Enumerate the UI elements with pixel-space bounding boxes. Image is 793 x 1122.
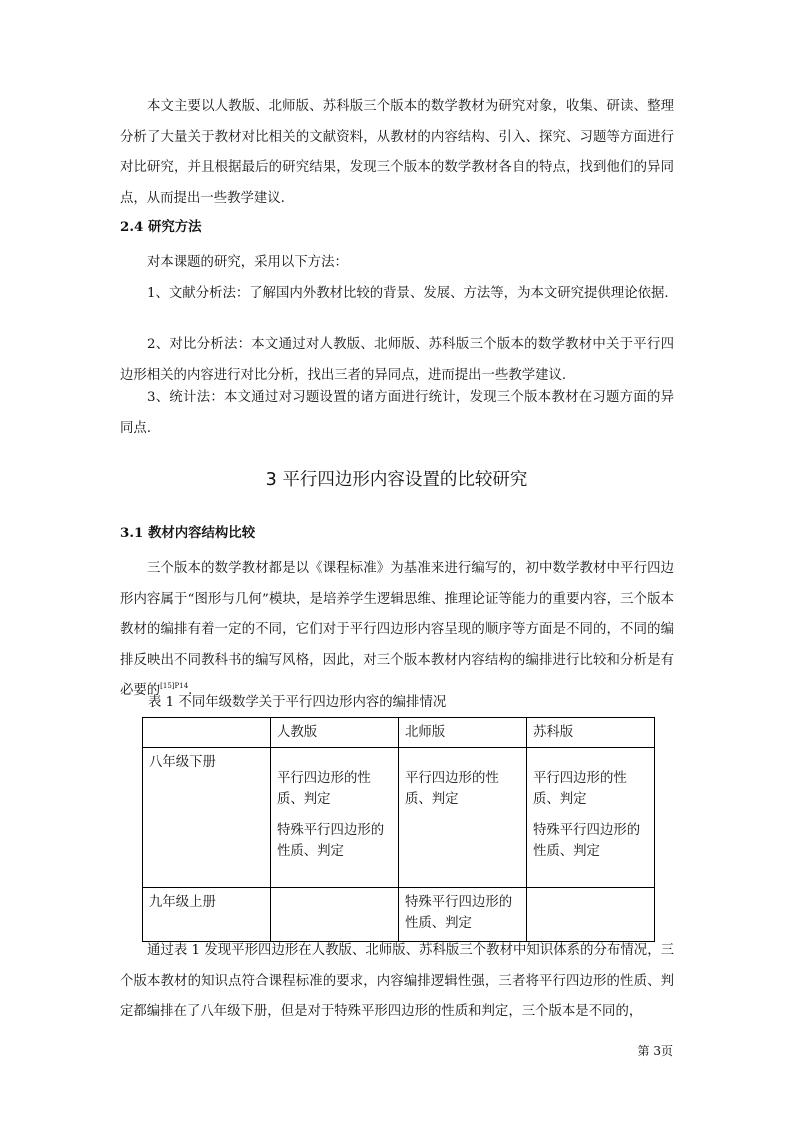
table-cell (271, 748, 399, 888)
table-cell (527, 748, 655, 888)
cell-text: 平行四边形的性质、判定 (533, 771, 627, 807)
table-header-renjiao: 人教版 (271, 718, 399, 748)
table-1-caption: 表 1 不同年级数学关于平行四边形内容的编排情况 (148, 695, 447, 710)
method-item-literature: 1、文献分析法：了解国内外教材比较的背景、发展、方法等，为本文研究提供理论依据. (147, 286, 669, 301)
table-header-suke: 苏科版 (527, 718, 655, 748)
table-cell-grade: 八年级下册 (143, 748, 271, 888)
table-cell (399, 748, 527, 888)
section-2-4-heading: 2.4 研究方法 (120, 219, 202, 235)
citation-marker: [15]P14 (160, 682, 189, 690)
table-header-row (143, 718, 655, 748)
chapter-3-heading: 3 平行四边形内容设置的比较研究 (265, 470, 528, 490)
table-1 (142, 717, 655, 942)
cell-text: 特殊平行四边形的性质、判定 (405, 895, 513, 931)
table-header-empty (143, 718, 271, 748)
page-number: 第 3页 (637, 1044, 673, 1058)
cell-text: 特殊平行四边形的性质、判定 (277, 823, 385, 859)
method-item-statistics: 3、统计法：本文通过对习题设置的诸方面进行统计，发现三个版本教材在习题方面的异同点. (120, 390, 674, 436)
after-table-paragraph: 通过表 1 发现平形四边形在人教版、北师版、苏科版三个教材中知识体系的分布情况，三个版本教材的知识点符合课程标准的要求，内容编排逻辑性强，三者将平行四边形的性质、判定都编排在了八年级下册，但是对于特殊平形四边形的性质和判定，三个版本是不同的， (120, 943, 674, 1019)
intro-paragraph: 本文主要以人教版、北师版、苏科版三个版本的数学教材为研究对象，收集、研读、整理分析了大量关于教材对比相关的文献资料，从教材的内容结构、引入、探究、习题等方面进行对比研究，并且根据最后的研究结果，发现三个版本的数学教材各自的特点，找到他们的异同点，从而提出一些教学建议. (120, 99, 674, 206)
cell-text: 平行四边形的性质、判定 (277, 771, 371, 807)
table-cell (527, 888, 655, 942)
cell-text: 平行四边形的性质、判定 (405, 771, 499, 807)
table-cell (271, 888, 399, 942)
table-cell-grade: 九年级上册 (143, 888, 271, 942)
section-3-1-end: . (188, 683, 193, 698)
table-row (143, 748, 655, 888)
cell-text: 特殊平行四边形的性质、判定 (533, 823, 641, 859)
section-3-1-heading: 3.1 教材内容结构比较 (120, 525, 256, 541)
section-3-1-text: 三个版本的数学教材都是以《课程标准》为基准来进行编写的，初中数学教材中平行四边形内容属于“图形与几何”模块，是培养学生逻辑思维、推理论证等能力的重要内容，三个版本教材的编排有着一定的不同，它们对于平行四边形内容呈现的顺序等方面是不同的，不同的编排反映出不同教科书的编写风格，因此，对三个版本教材内容结构的编排进行比较和分析是有必要的 (120, 561, 674, 698)
methods-lead: 对本课题的研究，采用以下方法： (147, 255, 348, 270)
method-item-comparison: 2、对比分析法：本文通过对人教版、北师版、苏科版三个版本的数学教材中关于平行四边形相关的内容进行对比分析，找出三者的异同点，进而提出一些教学建议. (120, 337, 674, 383)
table-header-beishi: 北师版 (399, 718, 527, 748)
table-row (143, 888, 655, 942)
section-3-1-paragraph (120, 554, 674, 707)
table-cell (399, 888, 527, 942)
